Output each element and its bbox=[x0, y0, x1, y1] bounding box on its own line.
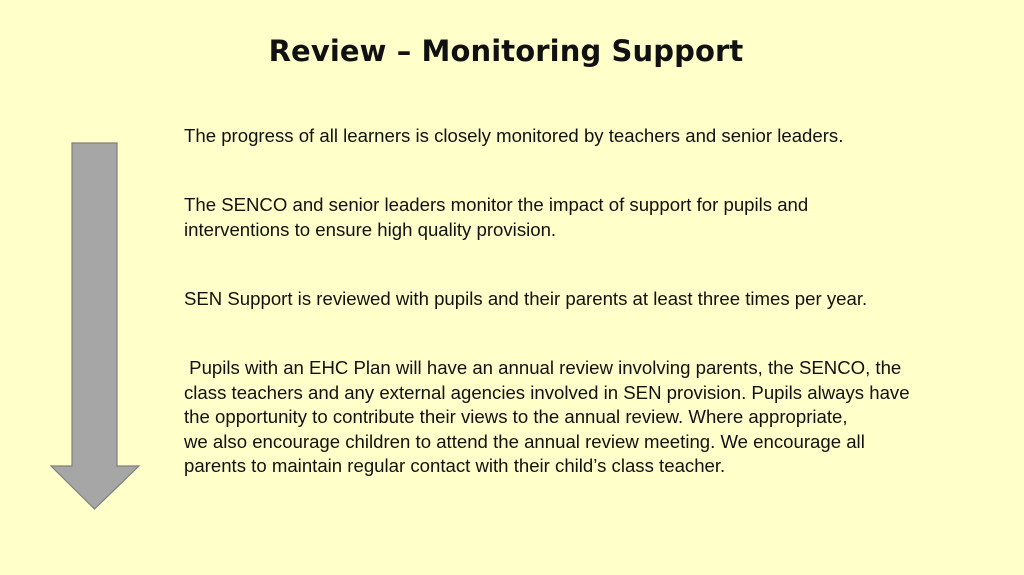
paragraph-sen-support-review: SEN Support is reviewed with pupils and their parents at least three times per year. bbox=[184, 288, 868, 309]
paragraph-senco-impact: The SENCO and senior leaders monitor the impact of support for pupils and interventions to ensure high quality provision. bbox=[184, 194, 809, 240]
paragraph-progress-monitoring: The progress of all learners is closely monitored by teachers and senior leaders. bbox=[184, 125, 844, 146]
down-arrow-icon bbox=[48, 140, 142, 512]
slide-title: Review – Monitoring Support bbox=[268, 34, 744, 68]
down-arrow-shape bbox=[51, 143, 139, 509]
paragraph-ehc-plan-review: Pupils with an EHC Plan will have an annual review involving parents, the SENCO, the class teachers and any external agencies involved in SEN provision. Pupils always have the opportunity to contribute their views to the annual review. Where appropriate, we also encourage children to attend the annual review meeting. We encourage all parents to maintain regular contact with their child’s class teacher. bbox=[184, 357, 910, 476]
